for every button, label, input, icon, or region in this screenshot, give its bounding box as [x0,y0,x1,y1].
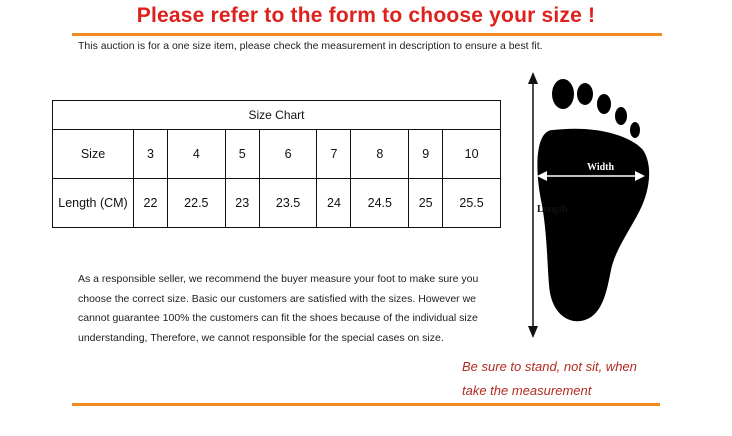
caption-line: take the measurement [462,383,592,398]
advice-line: choose the correct size. Basic our customers are satisfied with the sizes. However we [78,292,476,305]
bottom-divider [72,403,660,406]
length-cell: 25 [409,179,443,228]
length-cell: 24 [317,179,351,228]
length-row [53,179,501,228]
top-divider [72,33,662,36]
advice-line: understanding, Therefore, we cannot responsible for the special cases on size. [78,331,444,344]
length-cell: 25.5 [443,179,501,228]
foot-silhouette-icon [537,79,649,321]
length-cell: 23.5 [259,179,317,228]
caption-line: Be sure to stand, not sit, when [462,359,637,374]
length-row-label: Length (CM) [53,179,134,228]
seller-advice [78,270,488,348]
foot-diagram [515,70,680,340]
size-cell: 5 [225,130,259,179]
size-row-label: Size [53,130,134,179]
size-cell: 6 [259,130,317,179]
length-cell: 22 [134,179,168,228]
size-chart-title: Size Chart [53,101,501,130]
width-label: Width [587,162,615,173]
size-cell: 10 [443,130,501,179]
advice-line: cannot guarantee 100% the customers can fit the shoes because of the individual size [78,312,478,324]
length-label: Length [537,204,568,215]
size-cell: 3 [134,130,168,179]
measurement-caption [462,355,682,403]
size-row [53,130,501,179]
size-cell: 8 [351,130,409,179]
size-cell: 4 [167,130,225,179]
length-cell: 23 [225,179,259,228]
advice-line: As a responsible seller, we recommend the buyer measure your foot to make sure you [78,273,479,285]
one-size-notice: This auction is for a one size item, please check the measurement in description to ensure a best fit. [78,40,543,52]
size-chart-table [52,100,501,228]
size-cell: 9 [409,130,443,179]
size-cell: 7 [317,130,351,179]
length-cell: 22.5 [167,179,225,228]
page-title: Please refer to the form to choose your size ! [136,4,596,27]
length-cell: 24.5 [351,179,409,228]
